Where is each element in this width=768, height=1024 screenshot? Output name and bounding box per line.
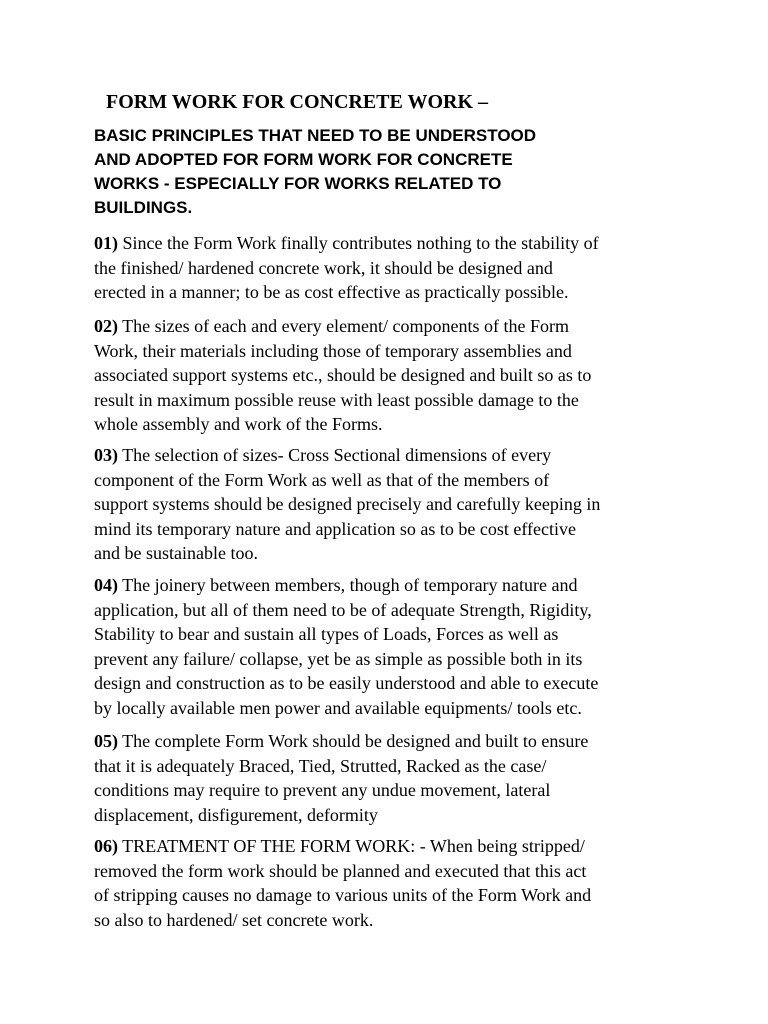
paragraph-05 bbox=[94, 729, 694, 827]
document-title: FORM WORK FOR CONCRETE WORK – bbox=[106, 91, 489, 113]
paragraph-02 bbox=[94, 314, 694, 437]
paragraph-text: The complete Form Work should be designed and built to ensure that it is adequately Braced, Tied, Strutted, Racked as the case/ conditions may require to prevent any undue movement, lateral displacement, disfigurement, deformity bbox=[94, 731, 589, 825]
paragraph-number: 02) bbox=[94, 316, 118, 336]
paragraph-text: The joinery between members, though of temporary nature and application, but all of them need to be of adequate Strength, Rigidity, Stability to bear and sustain all types of Loads, Forces as well as prevent any failure/ collapse, yet be as simple as possible both in its design and construction as to be easily understood and able to execute by locally available men power and available equipments/ tools etc. bbox=[94, 575, 599, 718]
paragraph-number: 05) bbox=[94, 731, 118, 751]
document-subtitle: BASIC PRINCIPLES THAT NEED TO BE UNDERSTOOD AND ADOPTED FOR FORM WORK FOR CONCRETE WORKS - ESPECIALLY FOR WORKS RELATED TO BUILDINGS. bbox=[94, 126, 537, 217]
paragraph-text: The sizes of each and every element/ components of the Form Work, their materials including those of temporary assemblies and associated support systems etc., should be designed and built so as to result in maximum possible reuse with least possible damage to the whole assembly and work of the Forms. bbox=[94, 316, 592, 435]
paragraph-06 bbox=[94, 834, 694, 932]
paragraph-number: 04) bbox=[94, 575, 118, 595]
paragraph-text: Since the Form Work finally contributes nothing to the stability of the finished/ hardened concrete work, it should be designed and erected in a manner; to be as cost effective as practically possible. bbox=[94, 233, 599, 303]
paragraph-04 bbox=[94, 573, 694, 721]
paragraph-number: 03) bbox=[94, 445, 118, 465]
paragraph-03 bbox=[94, 443, 694, 566]
paragraph-01 bbox=[94, 231, 694, 305]
paragraph-text: TREATMENT OF THE FORM WORK: - When being stripped/ removed the form work should be planned and executed that this act of stripping causes no damage to various units of the Form Work and so also to hardened/ set concrete work. bbox=[94, 836, 592, 930]
paragraph-number: 06) bbox=[94, 836, 118, 856]
paragraph-number: 01) bbox=[94, 233, 118, 253]
paragraph-text: The selection of sizes- Cross Sectional dimensions of every component of the Form Work as well as that of the members of support systems should be designed precisely and carefully keeping in mind its temporary nature and application so as to be cost effective and be sustainable too. bbox=[94, 445, 601, 564]
